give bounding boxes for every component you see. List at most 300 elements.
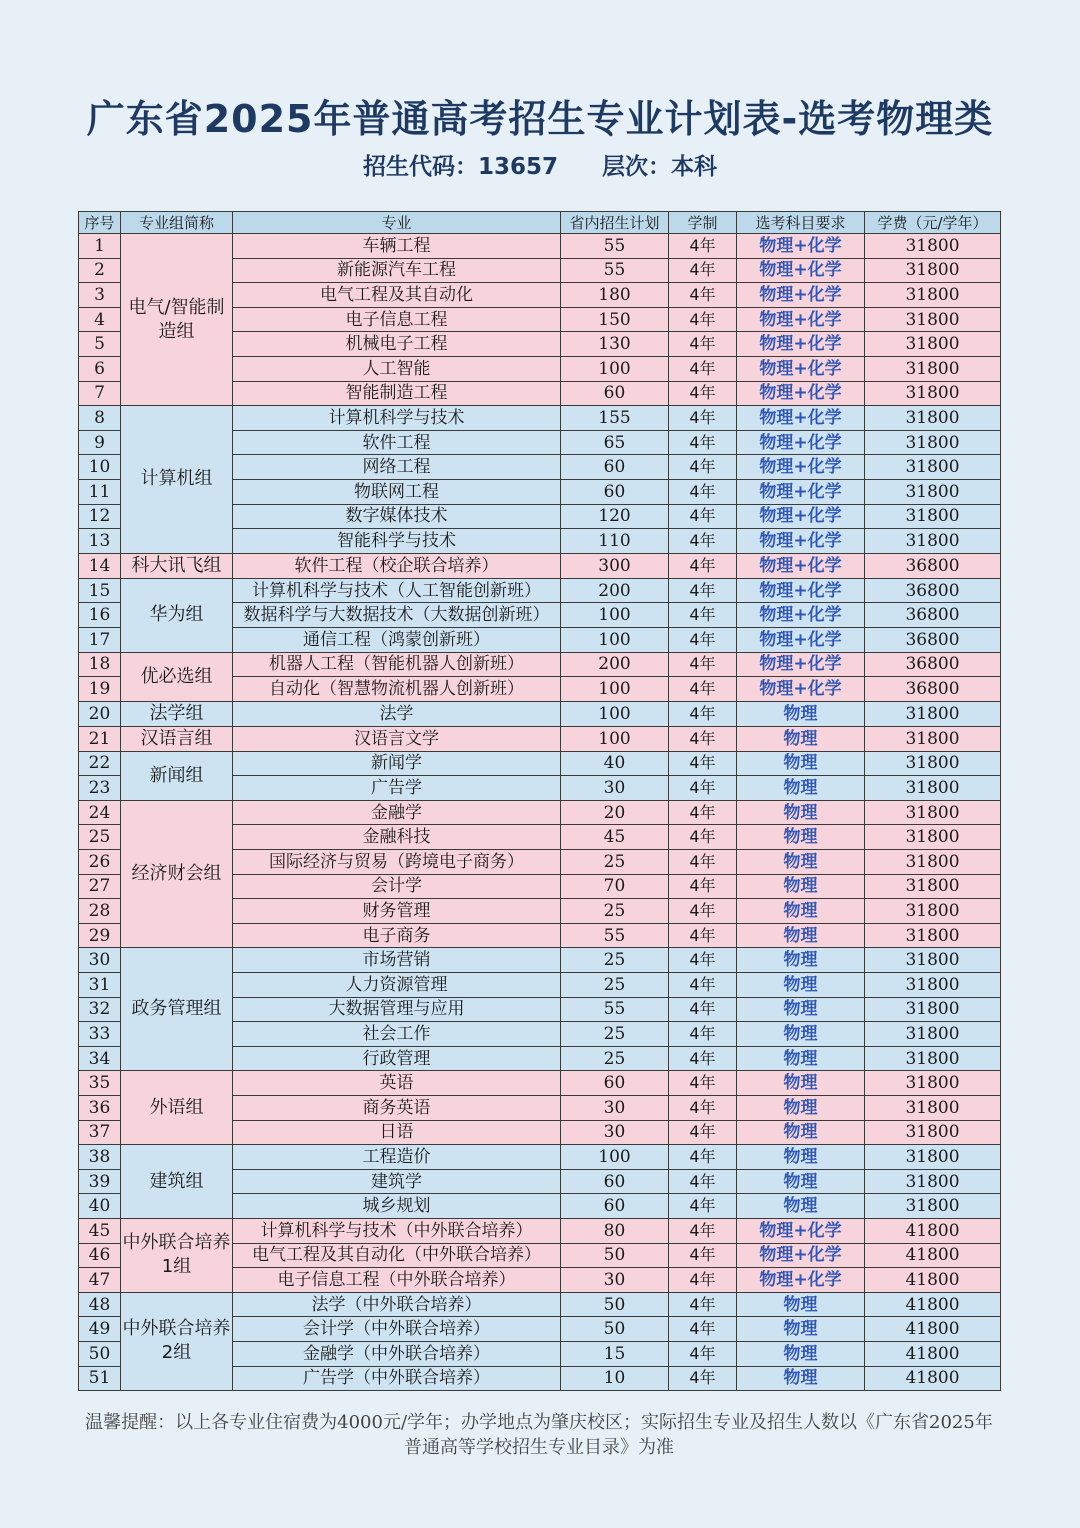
row-index: 23: [79, 776, 121, 801]
row-index: 36: [79, 1096, 121, 1121]
tuition: 31800: [865, 751, 1001, 776]
major-name: 自动化（智慧物流机器人创新班）: [233, 677, 561, 702]
row-index: 10: [79, 455, 121, 480]
subject-requirement: 物理: [737, 800, 865, 825]
plan-count: 65: [561, 430, 669, 455]
tuition: 31800: [865, 1096, 1001, 1121]
subject-requirement: 物理: [737, 751, 865, 776]
subject-requirement: 物理: [737, 923, 865, 948]
major-name: 金融学: [233, 800, 561, 825]
subject-requirement: 物理: [737, 776, 865, 801]
major-name: 社会工作: [233, 1022, 561, 1047]
tuition: 36800: [865, 603, 1001, 628]
duration: 4年: [669, 923, 737, 948]
subject-requirement: 物理+化学: [737, 603, 865, 628]
row-index: 15: [79, 578, 121, 603]
group-name: 汉语言组: [121, 726, 233, 751]
duration: 4年: [669, 356, 737, 381]
subject-requirement: 物理: [737, 997, 865, 1022]
duration: 4年: [669, 283, 737, 308]
tuition: 36800: [865, 677, 1001, 702]
table-row: [79, 652, 1001, 677]
row-index: 1: [79, 234, 121, 259]
major-name: 汉语言文学: [233, 726, 561, 751]
duration: 4年: [669, 800, 737, 825]
table-row: [79, 578, 1001, 603]
duration: 4年: [669, 578, 737, 603]
row-index: 32: [79, 997, 121, 1022]
tuition: 41800: [865, 1268, 1001, 1293]
tuition: 41800: [865, 1218, 1001, 1243]
plan-count: 40: [561, 751, 669, 776]
row-index: 28: [79, 899, 121, 924]
subject-requirement: 物理+化学: [737, 479, 865, 504]
subject-requirement: 物理+化学: [737, 430, 865, 455]
row-index: 6: [79, 356, 121, 381]
group-name: 中外联合培养1组: [121, 1218, 233, 1292]
major-name: 工程造价: [233, 1145, 561, 1170]
tuition: 31800: [865, 997, 1001, 1022]
subject-requirement: 物理+化学: [737, 529, 865, 554]
duration: 4年: [669, 776, 737, 801]
table-row: [79, 1218, 1001, 1243]
major-name: 网络工程: [233, 455, 561, 480]
duration: 4年: [669, 1268, 737, 1293]
plan-count: 25: [561, 973, 669, 998]
major-name: 电气工程及其自动化: [233, 283, 561, 308]
subject-requirement: 物理: [737, 1120, 865, 1145]
group-name: 新闻组: [121, 751, 233, 800]
major-name: 城乡规划: [233, 1194, 561, 1219]
tuition: 31800: [865, 1169, 1001, 1194]
tuition: 31800: [865, 776, 1001, 801]
row-index: 51: [79, 1366, 121, 1391]
duration: 4年: [669, 677, 737, 702]
duration: 4年: [669, 1366, 737, 1391]
major-name: 电子商务: [233, 923, 561, 948]
subject-requirement: 物理: [737, 973, 865, 998]
row-index: 39: [79, 1169, 121, 1194]
duration: 4年: [669, 1071, 737, 1096]
subject-requirement: 物理: [737, 1169, 865, 1194]
subject-requirement: 物理+化学: [737, 677, 865, 702]
major-name: 电子信息工程（中外联合培养）: [233, 1268, 561, 1293]
major-name: 车辆工程: [233, 234, 561, 259]
duration: 4年: [669, 948, 737, 973]
row-index: 35: [79, 1071, 121, 1096]
major-name: 英语: [233, 1071, 561, 1096]
plan-count: 200: [561, 652, 669, 677]
duration: 4年: [669, 899, 737, 924]
row-index: 25: [79, 825, 121, 850]
subject-requirement: 物理+化学: [737, 283, 865, 308]
group-name: 电气/智能制造组: [121, 234, 233, 406]
row-index: 4: [79, 307, 121, 332]
plan-count: 50: [561, 1292, 669, 1317]
plan-count: 100: [561, 701, 669, 726]
enrollment-plan-table: [78, 211, 1001, 1391]
major-name: 电子信息工程: [233, 307, 561, 332]
duration: 4年: [669, 1194, 737, 1219]
group-name: 法学组: [121, 701, 233, 726]
duration: 4年: [669, 1169, 737, 1194]
tuition: 31800: [865, 381, 1001, 406]
major-name: 数据科学与大数据技术（大数据创新班）: [233, 603, 561, 628]
plan-count: 55: [561, 234, 669, 259]
major-name: 行政管理: [233, 1046, 561, 1071]
major-name: 财务管理: [233, 899, 561, 924]
plan-count: 50: [561, 1317, 669, 1342]
subject-requirement: 物理+化学: [737, 627, 865, 652]
duration: 4年: [669, 258, 737, 283]
plan-count: 100: [561, 627, 669, 652]
row-index: 40: [79, 1194, 121, 1219]
subject-requirement: 物理: [737, 1292, 865, 1317]
duration: 4年: [669, 529, 737, 554]
duration: 4年: [669, 381, 737, 406]
tuition: 31800: [865, 356, 1001, 381]
major-name: 会计学: [233, 874, 561, 899]
table-row: [79, 1071, 1001, 1096]
plan-count: 100: [561, 1145, 669, 1170]
table-header-row: [79, 212, 1001, 234]
duration: 4年: [669, 234, 737, 259]
major-name: 软件工程（校企联合培养）: [233, 553, 561, 578]
plan-count: 20: [561, 800, 669, 825]
table-row: [79, 800, 1001, 825]
row-index: 47: [79, 1268, 121, 1293]
education-level: 层次：本科: [602, 154, 718, 180]
row-index: 17: [79, 627, 121, 652]
tuition: 31800: [865, 332, 1001, 357]
plan-count: 30: [561, 776, 669, 801]
tuition: 31800: [865, 726, 1001, 751]
plan-count: 60: [561, 479, 669, 504]
duration: 4年: [669, 1341, 737, 1366]
plan-count: 50: [561, 1243, 669, 1268]
tuition: 31800: [865, 973, 1001, 998]
subject-requirement: 物理+化学: [737, 356, 865, 381]
major-name: 智能科学与技术: [233, 529, 561, 554]
row-index: 24: [79, 800, 121, 825]
plan-count: 155: [561, 406, 669, 431]
row-index: 27: [79, 874, 121, 899]
subject-requirement: 物理+化学: [737, 234, 865, 259]
plan-count: 10: [561, 1366, 669, 1391]
major-name: 法学: [233, 701, 561, 726]
duration: 4年: [669, 332, 737, 357]
major-name: 金融科技: [233, 825, 561, 850]
tuition: 31800: [865, 1071, 1001, 1096]
duration: 4年: [669, 1046, 737, 1071]
table-row: [79, 751, 1001, 776]
major-name: 计算机科学与技术（中外联合培养）: [233, 1218, 561, 1243]
duration: 4年: [669, 479, 737, 504]
table-row: [79, 553, 1001, 578]
subject-requirement: 物理+化学: [737, 1218, 865, 1243]
duration: 4年: [669, 430, 737, 455]
tuition: 31800: [865, 406, 1001, 431]
tuition: 41800: [865, 1366, 1001, 1391]
major-name: 建筑学: [233, 1169, 561, 1194]
tuition: 31800: [865, 504, 1001, 529]
duration: 4年: [669, 1292, 737, 1317]
table-row: [79, 726, 1001, 751]
row-index: 19: [79, 677, 121, 702]
subject-requirement: 物理+化学: [737, 332, 865, 357]
table-row: [79, 1292, 1001, 1317]
tuition: 31800: [865, 1194, 1001, 1219]
duration: 4年: [669, 504, 737, 529]
duration: 4年: [669, 850, 737, 875]
enrollment-code: 招生代码：13657: [362, 154, 558, 180]
plan-count: 30: [561, 1120, 669, 1145]
duration: 4年: [669, 701, 737, 726]
duration: 4年: [669, 1022, 737, 1047]
row-index: 48: [79, 1292, 121, 1317]
tuition: 31800: [865, 1022, 1001, 1047]
subject-requirement: 物理+化学: [737, 553, 865, 578]
tuition: 36800: [865, 627, 1001, 652]
plan-count: 30: [561, 1096, 669, 1121]
row-index: 33: [79, 1022, 121, 1047]
tuition: 31800: [865, 455, 1001, 480]
tuition: 31800: [865, 899, 1001, 924]
plan-count: 100: [561, 603, 669, 628]
tuition: 36800: [865, 578, 1001, 603]
tuition: 31800: [865, 258, 1001, 283]
group-name: 华为组: [121, 578, 233, 652]
duration: 4年: [669, 1218, 737, 1243]
duration: 4年: [669, 652, 737, 677]
tuition: 31800: [865, 825, 1001, 850]
plan-count: 100: [561, 677, 669, 702]
duration: 4年: [669, 406, 737, 431]
subject-requirement: 物理+化学: [737, 258, 865, 283]
subject-requirement: 物理: [737, 1071, 865, 1096]
row-index: 49: [79, 1317, 121, 1342]
subject-requirement: 物理+化学: [737, 1268, 865, 1293]
subtitle: [0, 148, 1080, 181]
duration: 4年: [669, 455, 737, 480]
tuition: 41800: [865, 1243, 1001, 1268]
plan-count: 80: [561, 1218, 669, 1243]
major-name: 软件工程: [233, 430, 561, 455]
row-index: 13: [79, 529, 121, 554]
row-index: 5: [79, 332, 121, 357]
group-name: 外语组: [121, 1071, 233, 1145]
plan-count: 150: [561, 307, 669, 332]
tuition: 31800: [865, 800, 1001, 825]
tuition: 31800: [865, 479, 1001, 504]
plan-count: 25: [561, 850, 669, 875]
plan-count: 55: [561, 258, 669, 283]
duration: 4年: [669, 726, 737, 751]
row-index: 16: [79, 603, 121, 628]
tuition: 31800: [865, 874, 1001, 899]
table-body: [79, 234, 1001, 1391]
tuition: 36800: [865, 553, 1001, 578]
row-index: 34: [79, 1046, 121, 1071]
table-row: [79, 1145, 1001, 1170]
subject-requirement: 物理: [737, 1145, 865, 1170]
plan-count: 25: [561, 1046, 669, 1071]
table-row: [79, 701, 1001, 726]
row-index: 26: [79, 850, 121, 875]
plan-count: 110: [561, 529, 669, 554]
row-index: 8: [79, 406, 121, 431]
major-name: 数字媒体技术: [233, 504, 561, 529]
major-name: 新能源汽车工程: [233, 258, 561, 283]
duration: 4年: [669, 307, 737, 332]
duration: 4年: [669, 825, 737, 850]
row-index: 20: [79, 701, 121, 726]
major-name: 金融学（中外联合培养）: [233, 1341, 561, 1366]
subject-requirement: 物理: [737, 701, 865, 726]
plan-count: 200: [561, 578, 669, 603]
plan-count: 120: [561, 504, 669, 529]
header-tuition: 学费（元/学年）: [865, 212, 1001, 234]
plan-count: 45: [561, 825, 669, 850]
row-index: 14: [79, 553, 121, 578]
tuition: 31800: [865, 923, 1001, 948]
subject-requirement: 物理+化学: [737, 406, 865, 431]
duration: 4年: [669, 1317, 737, 1342]
header-plan: 省内招生计划: [561, 212, 669, 234]
tuition: 31800: [865, 1145, 1001, 1170]
group-name: 政务管理组: [121, 948, 233, 1071]
plan-count: 60: [561, 1169, 669, 1194]
subject-requirement: 物理: [737, 874, 865, 899]
row-index: 38: [79, 1145, 121, 1170]
tuition: 31800: [865, 850, 1001, 875]
tuition: 31800: [865, 948, 1001, 973]
subject-requirement: 物理+化学: [737, 381, 865, 406]
table-row: [79, 406, 1001, 431]
duration: 4年: [669, 1120, 737, 1145]
page-title: 广东省2025年普通高考招生专业计划表-选考物理类: [86, 97, 994, 141]
row-index: 9: [79, 430, 121, 455]
tuition: 41800: [865, 1341, 1001, 1366]
row-index: 11: [79, 479, 121, 504]
plan-count: 25: [561, 1022, 669, 1047]
subject-requirement: 物理: [737, 825, 865, 850]
subject-requirement: 物理+化学: [737, 504, 865, 529]
plan-count: 60: [561, 455, 669, 480]
plan-count: 30: [561, 1268, 669, 1293]
group-name: 科大讯飞组: [121, 553, 233, 578]
row-index: 37: [79, 1120, 121, 1145]
plan-count: 25: [561, 948, 669, 973]
tuition: 31800: [865, 307, 1001, 332]
plan-count: 300: [561, 553, 669, 578]
header-major: 专业: [233, 212, 561, 234]
major-name: 智能制造工程: [233, 381, 561, 406]
major-name: 大数据管理与应用: [233, 997, 561, 1022]
subject-requirement: 物理+化学: [737, 652, 865, 677]
tuition: 31800: [865, 283, 1001, 308]
major-name: 电气工程及其自动化（中外联合培养）: [233, 1243, 561, 1268]
group-name: 中外联合培养2组: [121, 1292, 233, 1390]
major-name: 人力资源管理: [233, 973, 561, 998]
header-group: 专业组简称: [121, 212, 233, 234]
row-index: 22: [79, 751, 121, 776]
subject-requirement: 物理: [737, 1194, 865, 1219]
row-index: 30: [79, 948, 121, 973]
major-name: 法学（中外联合培养）: [233, 1292, 561, 1317]
major-name: 计算机科学与技术: [233, 406, 561, 431]
plan-count: 55: [561, 997, 669, 1022]
plan-count: 25: [561, 899, 669, 924]
row-index: 2: [79, 258, 121, 283]
tuition: 31800: [865, 529, 1001, 554]
subject-requirement: 物理: [737, 1341, 865, 1366]
row-index: 12: [79, 504, 121, 529]
row-index: 7: [79, 381, 121, 406]
major-name: 通信工程（鸿蒙创新班）: [233, 627, 561, 652]
subject-requirement: 物理+化学: [737, 455, 865, 480]
plan-count: 100: [561, 356, 669, 381]
subject-requirement: 物理: [737, 1022, 865, 1047]
duration: 4年: [669, 1243, 737, 1268]
tuition: 31800: [865, 701, 1001, 726]
subject-requirement: 物理+化学: [737, 1243, 865, 1268]
plan-count: 60: [561, 1071, 669, 1096]
duration: 4年: [669, 997, 737, 1022]
plan-count: 100: [561, 726, 669, 751]
major-name: 会计学（中外联合培养）: [233, 1317, 561, 1342]
major-name: 计算机科学与技术（人工智能创新班）: [233, 578, 561, 603]
row-index: 46: [79, 1243, 121, 1268]
table-row: [79, 234, 1001, 259]
subject-requirement: 物理: [737, 1366, 865, 1391]
major-name: 国际经济与贸易（跨境电子商务）: [233, 850, 561, 875]
major-name: 物联网工程: [233, 479, 561, 504]
major-name: 广告学（中外联合培养）: [233, 1366, 561, 1391]
group-name: 建筑组: [121, 1145, 233, 1219]
duration: 4年: [669, 973, 737, 998]
table-row: [79, 948, 1001, 973]
header-duration: 学制: [669, 212, 737, 234]
subject-requirement: 物理: [737, 1046, 865, 1071]
duration: 4年: [669, 874, 737, 899]
plan-count: 55: [561, 923, 669, 948]
row-index: 29: [79, 923, 121, 948]
duration: 4年: [669, 603, 737, 628]
row-index: 31: [79, 973, 121, 998]
subject-requirement: 物理: [737, 1317, 865, 1342]
footnote: 温馨提醒：以上各专业住宿费为4000元/学年；办学地点为肇庆校区；实际招生专业及招生人数以《广东省2025年普通高等学校招生专业目录》为准: [85, 1412, 993, 1458]
tuition: 41800: [865, 1317, 1001, 1342]
tuition: 31800: [865, 430, 1001, 455]
plan-count: 70: [561, 874, 669, 899]
subject-requirement: 物理: [737, 948, 865, 973]
tuition: 36800: [865, 652, 1001, 677]
subject-requirement: 物理: [737, 1096, 865, 1121]
header-index: 序号: [79, 212, 121, 234]
plan-count: 15: [561, 1341, 669, 1366]
row-index: 18: [79, 652, 121, 677]
row-index: 3: [79, 283, 121, 308]
tuition: 41800: [865, 1292, 1001, 1317]
duration: 4年: [669, 751, 737, 776]
major-name: 人工智能: [233, 356, 561, 381]
major-name: 商务英语: [233, 1096, 561, 1121]
tuition: 31800: [865, 234, 1001, 259]
plan-count: 60: [561, 1194, 669, 1219]
group-name: 经济财会组: [121, 800, 233, 948]
major-name: 广告学: [233, 776, 561, 801]
